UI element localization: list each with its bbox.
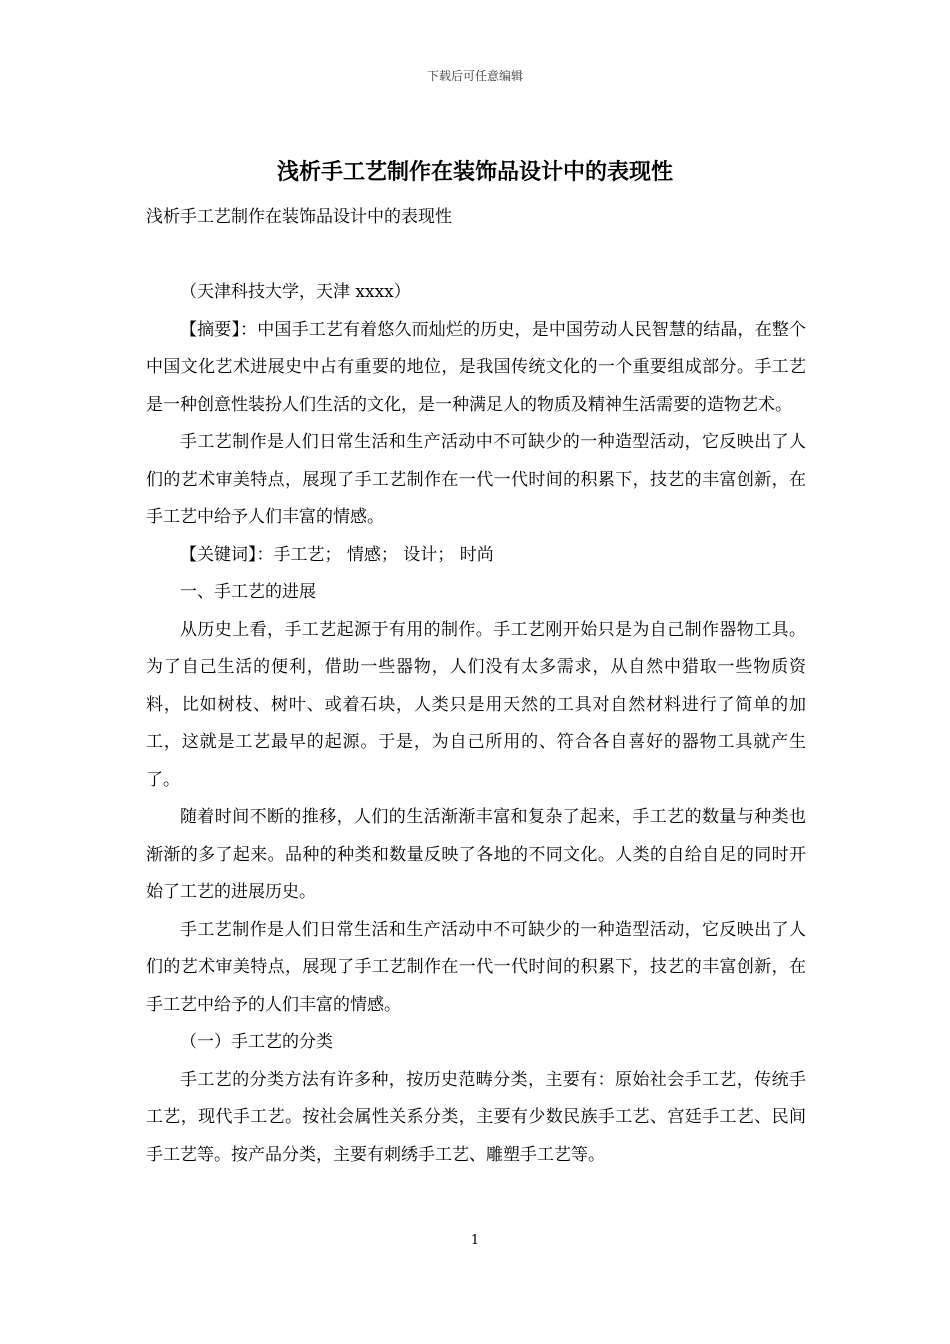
keywords-line: 【关键词】：手工艺； 情感； 设计； 时尚 xyxy=(180,544,494,565)
body-paragraph: 随着时间不断的推移，人们的生活渐渐丰富和复杂了起来，手工艺的数量与种类也渐渐的多了起来。品种的种类和数量反映了各地的不同文化。人类的自给自足的同时开始了工艺的进展历史。 xyxy=(146,807,806,902)
body-paragraph: 手工艺制作是人们日常生活和生产活动中不可缺少的一种造型活动，它反映出了人们的艺术审美特点，展现了手工艺制作在一代一代时间的积累下，技艺的丰富创新，在手工艺中给予人们丰富的情感。 xyxy=(146,432,806,527)
document-subtitle: 浅析手工艺制作在装饰品设计中的表现性 xyxy=(146,207,452,227)
body-paragraph: 从历史上看，手工艺起源于有用的制作。手工艺刚开始只是为自己制作器物工具。为了自己生活的便利，借助一些器物，人们没有太多需求，从自然中猎取一些物质资料，比如树枝、树叶、或着石块，人类只是用天然的工具对自然材料进行了简单的加工，这就是工艺最早的起源。于是，为自己所用的、符合各自喜好的器物工具就产生了。 xyxy=(146,619,806,790)
document-body xyxy=(146,274,806,1174)
section-heading: 一、手工艺的进展 xyxy=(180,582,316,602)
body-paragraph: 手工艺制作是人们日常生活和生产活动中不可缺少的一种造型活动，它反映出了人们的艺术审美特点，展现了手工艺制作在一代一代时间的积累下，技艺的丰富创新，在手工艺中给予的人们丰富的情感。 xyxy=(146,919,806,1015)
body-paragraph: 手工艺的分类方法有许多种，按历史范畴分类，主要有：原始社会手工艺，传统手工艺，现代手工艺。按社会属性关系分类，主要有少数民族手工艺、宫廷手工艺、民间手工艺等。按产品分类，主要有刺绣手工艺、雕塑手工艺等。 xyxy=(146,1069,806,1165)
subsection-heading: （一）手工艺的分类 xyxy=(180,1032,333,1052)
page-number: 1 xyxy=(470,1233,480,1248)
header-note: 下载后可任意编辑 xyxy=(426,69,523,83)
author-affiliation: （天津科技大学，天津 xxxx） xyxy=(180,282,411,302)
abstract-paragraph: 【摘要】：中国手工艺有着悠久而灿烂的历史，是中国劳动人民智慧的结晶，在整个中国文化艺术进展史中占有重要的地位，是我国传统文化的一个重要组成部分。手工艺是一种创意性装扮人们生活的文化，是一种满足人的物质及精神生活需要的造物艺术。 xyxy=(146,319,806,415)
document-title: 浅析手工艺制作在装饰品设计中的表现性 xyxy=(276,159,673,185)
